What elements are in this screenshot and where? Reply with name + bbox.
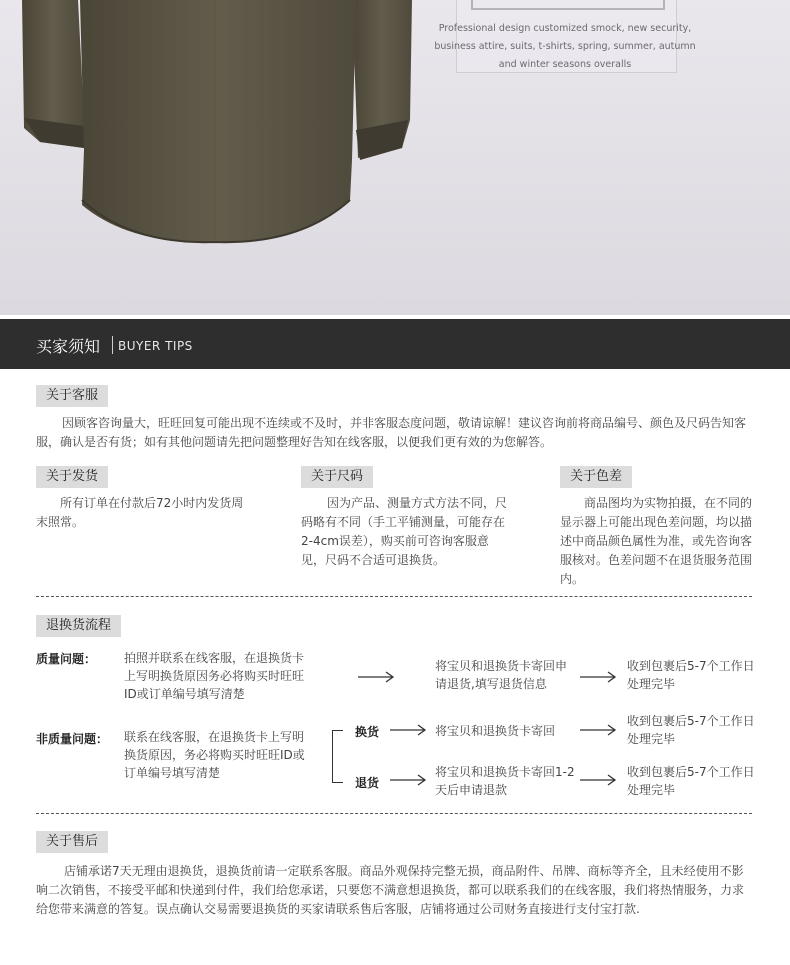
buyer-tips-header (0, 319, 790, 369)
service-text: 因顾客咨询量大，旺旺回复可能出现不连续或不及时，并非客服态度问题，敬请谅解！建议咨询前将商品编号、颜色及尺码告知客服，确认是否有货；如有其他问题请先把问题整理好告知在线客服，以便我们更有效的为您解答。 (36, 416, 747, 449)
refund-step2: 将宝贝和退换货卡寄回1-2天后申请退款 (435, 765, 575, 797)
caption-frame-bar (471, 0, 665, 10)
quality-step2: 将宝贝和退换货卡寄回申请退货,填写退货信息 (435, 659, 568, 691)
header-title-en: BUYER TIPS (118, 339, 193, 353)
flow-bracket (332, 730, 343, 783)
arrow-right-icon (580, 773, 618, 787)
section-tag-service: 关于客服 (36, 385, 108, 407)
refund-step3: 收到包裹后5-7个工作日处理完毕 (627, 765, 755, 797)
section-tag-aftersale: 关于售后 (36, 831, 108, 853)
section-tag-flow: 退换货流程 (36, 615, 121, 637)
section-tag-shipping: 关于发货 (36, 466, 108, 488)
arrow-right-icon (580, 670, 618, 684)
header-title-zh: 买家须知 (36, 337, 101, 356)
exchange-step3: 收到包裹后5-7个工作日处理完毕 (627, 714, 755, 746)
header-divider (112, 336, 113, 354)
aftersale-text: 店铺承诺7天无理由退换货，退换货前请一定联系客服。商品外观保持完整无损，商品附件、吊牌、商标等齐全，且未经使用不影响二次销售，不接受平邮和快递到付件，我们给您承诺，只要您不满意想退换货，都可以联系我们的在线客服，我们将热情服务，力求给您带来满意的答复。误点确认交易需要退换货的买家请联系售后客服，店铺将通过公司财务直接进行支付宝打款. (36, 864, 745, 916)
exchange-label: 换货 (355, 725, 380, 739)
refund-label: 退货 (355, 776, 380, 790)
arrow-right-icon (358, 670, 396, 684)
divider-2 (36, 813, 752, 814)
shipping-text: 所有订单在付款后72小时内发货周末照常。 (36, 496, 244, 529)
divider-1 (36, 596, 752, 597)
size-text: 因为产品、测量方式方法不同，尺码略有不同（手工平铺测量，可能存在2-4cm误差），购买前可咨询客服意见，尺码不合适可退换货。 (301, 496, 508, 567)
quality-step1: 拍照并联系在线客服，在退换货卡上写明换货原因务必将购买时旺旺ID或订单编号填写清楚 (124, 651, 305, 701)
section-tag-color: 关于色差 (560, 466, 632, 488)
nonquality-step1: 联系在线客服，在退换货卡上写明换货原因，务必将购买时旺旺ID或订单编号填写清楚 (124, 730, 305, 780)
arrow-right-icon (580, 723, 618, 737)
arrow-right-icon (390, 723, 428, 737)
exchange-step2: 将宝贝和退换货卡寄回 (435, 724, 556, 738)
product-caption: Professional design customized smock, new security, business attire, suits, t-shirts, spring, summer, autumn and winter seasons overalls (434, 23, 696, 70)
nonquality-label: 非质量问题： (36, 732, 109, 746)
color-text: 商品图均为实物拍摄，在不同的显示器上可能出现色差问题，均以描述中商品颜色属性为准，或先咨询客服核对。色差问题不在退货服务范围内。 (560, 496, 753, 586)
product-photo (0, 0, 790, 315)
arrow-right-icon (390, 773, 428, 787)
quality-step3: 收到包裹后5-7个工作日处理完毕 (627, 659, 755, 691)
quality-label: 质量问题： (36, 652, 97, 666)
section-tag-size: 关于尺码 (301, 466, 373, 488)
